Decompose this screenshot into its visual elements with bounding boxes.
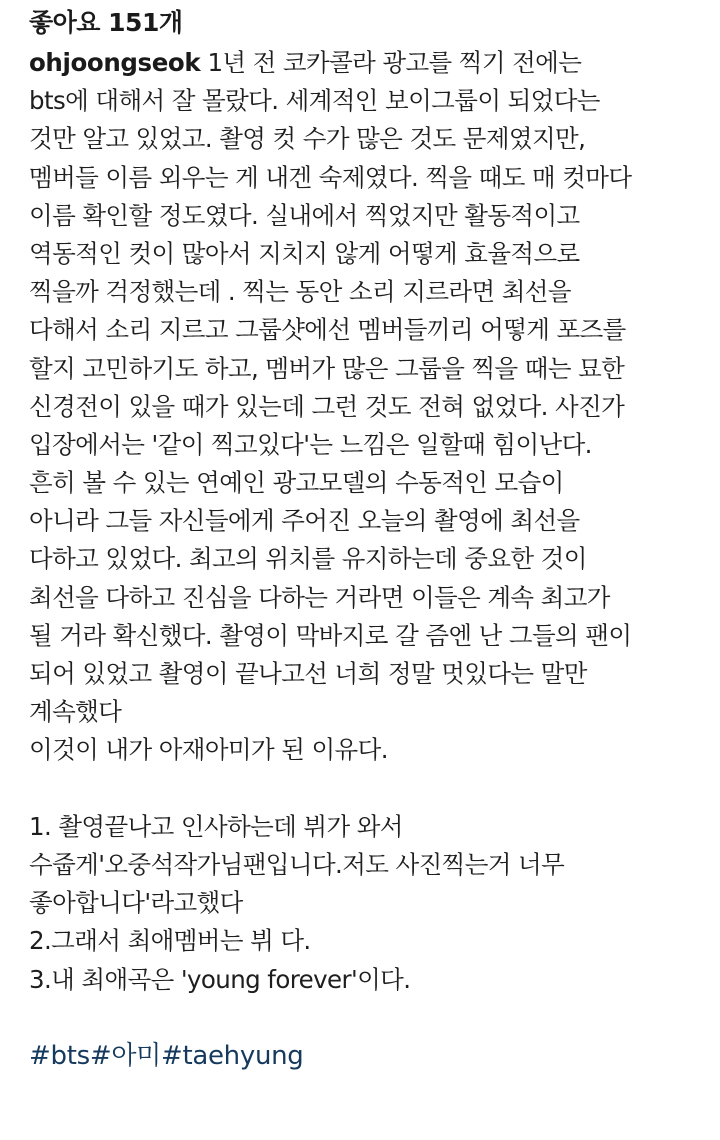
caption-line: 될 거라 확신했다. 촬영이 막바지로 갈 즘엔 난 그들의 팬이: [29, 620, 632, 650]
list-line: 1. 촬영끝나고 인사하는데 뷔가 와서: [29, 811, 403, 841]
caption-line: 멤버들 이름 외우는 게 내겐 숙제였다. 찍을 때도 매 컷마다: [29, 162, 632, 192]
caption-line: 역동적인 컷이 많아서 지치지 않게 어떻게 효율적으로: [29, 238, 580, 268]
caption-line: 할지 고민하기도 하고, 멤버가 많은 그룹을 찍을 때는 묘한: [29, 353, 625, 383]
hashtags: [29, 1037, 692, 1075]
caption-line: 최선을 다하고 진심을 다하는 거라면 이들은 계속 최고가: [29, 582, 610, 612]
hashtag-link[interactable]: #bts: [29, 1040, 90, 1071]
list-line: 2.그래서 최애멤버는 뷔 다.: [29, 926, 311, 956]
list-line: 수줍게'오중석작가님팬입니다.저도 사진찍는거 너무: [29, 849, 565, 879]
caption-line: 이것이 내가 아재아미가 된 이유다.: [29, 735, 388, 765]
caption-line: 찍을까 걱정했는데 . 찍는 동안 소리 지르라면 최선을: [29, 277, 571, 307]
caption-line: 다하고 있었다. 최고의 위치를 유지하는데 중요한 것이: [29, 544, 587, 574]
list-line: 3.내 최애곡은 'young forever'이다.: [29, 964, 411, 994]
hashtag-link[interactable]: #taehyung: [160, 1040, 304, 1071]
hashtag-link[interactable]: #아미: [89, 1040, 161, 1071]
caption-line: 흔히 볼 수 있는 연예인 광고모델의 수동적인 모습이: [29, 468, 564, 498]
caption-line: 계속했다: [29, 697, 122, 727]
caption-line: bts에 대해서 잘 몰랐다. 세계적인 보이그룹이 되었다는: [29, 86, 600, 116]
likes-count[interactable]: 좋아요 151개: [29, 8, 183, 37]
caption-line: 다해서 소리 지르고 그룹샷에선 멤버들끼리 어떻게 포즈를: [29, 315, 626, 345]
caption-line: 신경전이 있을 때가 있는데 그런 것도 전혀 없었다. 사진가: [29, 391, 625, 421]
username-link[interactable]: ohjoongseok: [29, 48, 201, 77]
caption-line: [29, 44, 692, 82]
caption-line: 이름 확인할 정도였다. 실내에서 찍었지만 활동적이고: [29, 200, 580, 230]
blank-line: [29, 770, 692, 808]
caption: [29, 44, 692, 1075]
caption-line: 입장에서는 '같이 찍고있다'는 느낌은 일할때 힘이난다.: [29, 429, 592, 459]
list-line: 좋아합니다'라고했다: [29, 888, 243, 918]
caption-text: 1년 전 코카콜라 광고를 찍기 전에는: [200, 48, 582, 77]
caption-line: 되어 있었고 촬영이 끝나고선 너희 정말 멋있다는 말만: [29, 659, 587, 688]
caption-line: 것만 알고 있었고. 촬영 컷 수가 많은 것도 문제였지만,: [29, 124, 586, 154]
caption-line: 아니라 그들 자신들에게 주어진 오늘의 촬영에 최선을: [29, 506, 580, 536]
blank-line: [29, 999, 692, 1037]
